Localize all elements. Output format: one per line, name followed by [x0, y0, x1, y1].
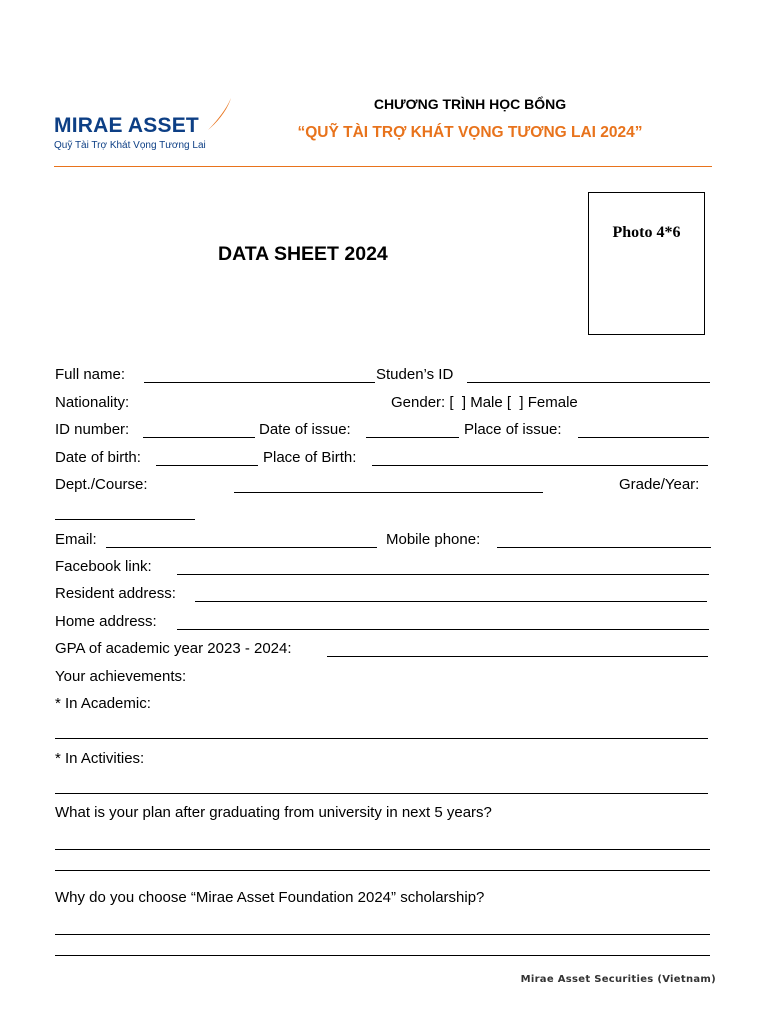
mobile-phone-label: Mobile phone: [386, 531, 481, 548]
date-of-birth-field[interactable] [156, 465, 258, 466]
plan-question: What is your plan after graduating from university in next 5 years? [55, 804, 492, 821]
photo-label: Photo 4*6 [612, 224, 681, 241]
date-of-birth-label: Date of birth: [55, 449, 141, 466]
photo-box[interactable] [588, 192, 705, 335]
in-academic-label: * In Academic: [55, 695, 151, 712]
grade-year-field[interactable] [55, 519, 195, 520]
logo-tagline: Quỹ Tài Trợ Khát Vọng Tương Lai [54, 140, 206, 151]
place-of-birth-field[interactable] [372, 465, 708, 466]
gpa-field[interactable] [327, 656, 708, 657]
resident-address-field[interactable] [195, 601, 707, 602]
page-title: DATA SHEET 2024 [218, 243, 388, 265]
gender-options[interactable]: Gender: [ ] Male [ ] Female [391, 394, 578, 411]
place-of-issue-field[interactable] [578, 437, 709, 438]
footer-company: Mirae Asset Securities (Vietnam) [520, 974, 716, 985]
resident-address-label: Resident address: [55, 585, 176, 602]
id-number-field[interactable] [143, 437, 255, 438]
facebook-link-label: Facebook link: [55, 558, 152, 575]
logo-swoosh-icon [204, 96, 234, 132]
why-answer-line-2[interactable] [55, 955, 710, 956]
full-name-label: Full name: [55, 366, 126, 383]
facebook-link-field[interactable] [177, 574, 709, 575]
home-address-field[interactable] [177, 629, 709, 630]
nationality-label: Nationality: [55, 394, 130, 411]
plan-answer-line-2[interactable] [55, 870, 710, 871]
program-heading: CHƯƠNG TRÌNH HỌC BỔNG [373, 96, 567, 112]
email-label: Email: [55, 531, 97, 548]
fund-title: “QUỸ TÀI TRỢ KHÁT VỌNG TƯƠNG LAI 2024” [297, 124, 643, 141]
why-answer-line-1[interactable] [55, 934, 710, 935]
logo-brand: MIRAE ASSET [54, 114, 199, 137]
in-academic-field[interactable] [55, 738, 708, 739]
plan-answer-line-1[interactable] [55, 849, 710, 850]
dept-course-field[interactable] [234, 492, 543, 493]
header-divider [54, 166, 712, 167]
date-of-issue-label: Date of issue: [259, 421, 351, 438]
date-of-issue-field[interactable] [366, 437, 459, 438]
student-id-field[interactable] [467, 382, 710, 383]
email-field[interactable] [106, 547, 377, 548]
in-activities-field[interactable] [55, 793, 708, 794]
full-name-field[interactable] [144, 382, 375, 383]
student-id-label: Studen’s ID [376, 366, 454, 383]
dept-course-label: Dept./Course: [55, 476, 148, 493]
grade-year-label: Grade/Year: [619, 476, 700, 493]
in-activities-label: * In Activities: [55, 750, 145, 767]
place-of-issue-label: Place of issue: [464, 421, 562, 438]
why-question: Why do you choose “Mirae Asset Foundation 2024” scholarship? [55, 889, 485, 906]
achievements-label: Your achievements: [55, 668, 187, 685]
home-address-label: Home address: [55, 613, 157, 630]
id-number-label: ID number: [55, 421, 130, 438]
gpa-label: GPA of academic year 2023 - 2024: [55, 640, 292, 657]
mobile-phone-field[interactable] [497, 547, 711, 548]
mirae-asset-logo [54, 96, 229, 156]
place-of-birth-label: Place of Birth: [263, 449, 357, 466]
